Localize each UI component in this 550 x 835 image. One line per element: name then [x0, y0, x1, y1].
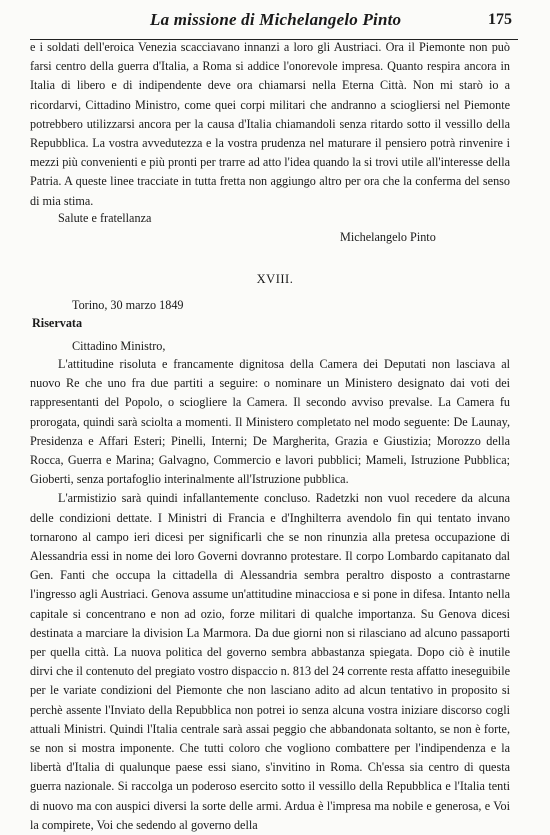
- letter-2-salutation: Cittadino Ministro,: [72, 339, 166, 353]
- letter-2-classification: Riservata: [32, 316, 83, 330]
- running-head: [0, 8, 550, 34]
- letter-2-dateline: Torino, 30 marzo 1849: [72, 298, 184, 312]
- letter-1-paragraph: e i soldati dell'eroica Venezia scacciavano innanzi a loro gli Austriaci. Ora il Piemonte non può farsi centro della guerra d'Italia, a Roma si addice l'onorevole impresa. Quanto respira ancora in Italia di libero e di indipendente deve ora chiamarsi nella Eterna Città. Non mi starò io a ricordarvi, Cittadino Ministro, come quei corpi militari che andranno a sciogliersi nel Piemonte potrebbero utilizzarsi ancora per la causa d'Italia chiamandoli senza ritardo sotto il vessillo della Repubblica. La vostra avvedutezza e la vostra prudenza nel maturare il pensiero potrà rinvenire i mezzi più convenienti e più pronti per trarre ad atto l'idea quando la si trovi utile all'interesse della Patria. A queste linee tracciate in tutta fretta non aggiungo altro per ora che la conferma del senso di mia stima.: [30, 40, 510, 208]
- letter-2-paragraph: L'attitudine risoluta e francamente dignitosa della Camera dei Deputati non lasciava al nuovo Re che uno fra due partiti a seguire: o nominare un Ministero designato dai voti dei rappresentanti del Popolo, o sciogliere la Camera. Il secondo avviso prevalse. La Camera fu prorogata, quindi sarà sciolta a momenti. Il Ministero completato nel modo seguente: De Launay, Presidenza e Affari Esteri; Pinelli, Interni; De Margherita, Grazia e Giustizia; Morozzo della Rocca, Guerra e Marina; Galvagno, Commercio e lavori pubblici; Mameli, Istruzione Pubblica; Gioberti, senza portafoglio interinalmente all'Istruzione pubblica.: [30, 357, 510, 487]
- letter-1-closing: Salute e fratellanza: [58, 211, 152, 225]
- letter-1-signature: Michelangelo Pinto: [340, 230, 436, 244]
- page-number: 175: [488, 11, 512, 28]
- letter-2-body: [30, 355, 510, 835]
- running-title: La missione di Michelangelo Pinto: [150, 10, 402, 29]
- letter-2-paragraph: L'armistizio sarà quindi infallantemente concluso. Radetzki non vuol recedere da alcuna delle condizioni dettate. I Ministri di Francia e d'Inghilterra avendolo fin qui tentato invano tornarono al campo ieri dicesi per significarli che se non rinunzia alla pretesa occupazione di Alessandria essi in nome dei loro Governi dovranno protestare. Il corpo Lombardo capitanato dal Gen. Fanti che occupa la cittadella di Alessandria sembra peraltro disposto a contrastarne l'ingresso agli Austriaci. Genova assume un'attitudine minacciosa e si pone in difesa. Intanto nella capitale si concentrano e non ad ozio, forze militari di qualche importanza. Su Genova dicesi destinata a marciare la division La Marmora. Da due giorni non si rilasciano ad alcuno passaporti per quella città. La nuova politica del governo sembra abbastanza spiegata. Dopo ciò è inutile dirvi che il contenuto del pregiato vostro dispaccio n. 813 del 24 corrente resta affatto ineseguibile per le variate condizioni del Piemonte che non lasciano adito ad alcun tentativo in proposito si perchè assente l'Inviato della Repubblica non potrei io senza alcuna vostra iniziare discorso cogli attuali Ministri. Quindi l'Italia centrale sarà assai peggio che abbandonata soltanto, se non è forte, se non si mostra imponente. Che tutti coloro che vogliono combattere per l'indipendenza e la libertà d'Italia di qualunque paese essi siano, s'invitino in Roma. Ch'essa sia centro di questa guerra nazionale. Si raccolga un poderoso esercito sotto il vessillo della Repubblica e l'Italia tenti di nuovo ma con auspici diversi la sorte delle armi. Ardua è l'impresa ma nobile e generosa, e Voi la compirete, Voi che sedendo al governo della: [30, 491, 510, 832]
- document-number: XVIII.: [256, 272, 294, 286]
- letter-1-body: [30, 38, 510, 211]
